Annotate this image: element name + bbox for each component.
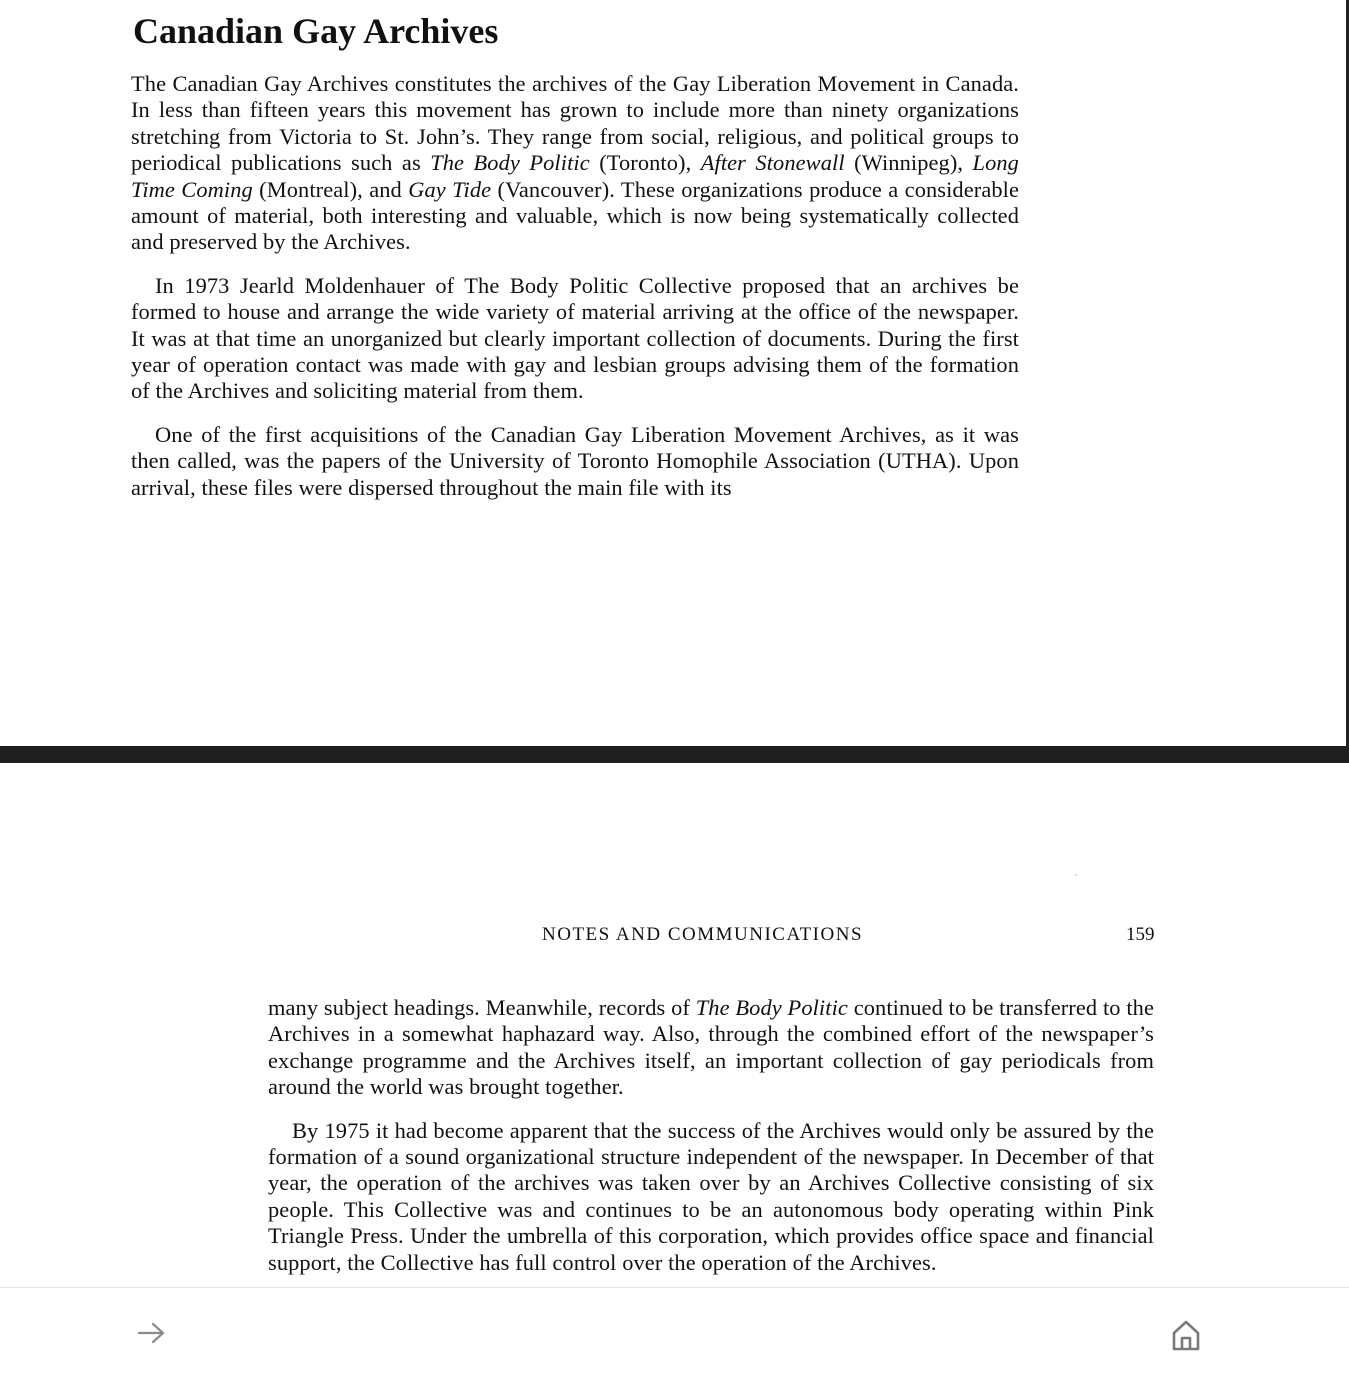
body-paragraph <box>268 995 1154 1101</box>
body-paragraph <box>268 1118 1154 1276</box>
body-paragraph <box>131 71 1019 256</box>
text-run: By 1975 it had become apparent that the success of the Archives would only be assured by the formation of a sound organizational structure independent of the newspaper. In December of that year, the operation of the archives was taken over by an Archives Collective consisting of six people. This Collective was and continues to be an autonomous body operating within Pink Triangle Press. Under the umbrella of this corporation, which provides office space and financial support, the Collective has full control over the operation of the Archives. <box>268 1117 1154 1275</box>
body-paragraph <box>131 273 1019 405</box>
top-page-body <box>131 71 1019 501</box>
text-run: many subject headings. Meanwhile, records of <box>268 995 696 1020</box>
publication-title: Gay Tide <box>408 176 492 202</box>
running-head: NOTES AND COMMUNICATIONS <box>542 924 864 945</box>
home-icon <box>1170 1318 1202 1352</box>
text-run: (Toronto), <box>589 150 701 176</box>
body-paragraph <box>131 422 1019 501</box>
next-page-button[interactable] <box>132 1313 172 1353</box>
publication-title: The Body Politic <box>430 150 590 176</box>
home-button[interactable] <box>1166 1315 1206 1355</box>
text-run: (Winnipeg), <box>844 150 973 176</box>
page-divider <box>0 746 1349 763</box>
text-run: In 1973 Jearld Moldenhauer of The Body Politic Collective proposed that an archives be formed to house and arrange the wide variety of material arriving at the office of the newspaper. It was at that time an unorganized but clearly important collection of documents. During the first year of operation contact was made with gay and lesbian groups advising them of the formation of the Archives and soliciting material from them. <box>131 272 1019 404</box>
text-run: The Canadian Gay Archives constitutes the archives of the Gay Liberation Movement in Canada. In less than fifteen years this movement has grown to include more than ninety organizations stretching from Victoria to St. John’s. They range from social, religious, and political groups to periodical publications such as <box>131 71 1019 176</box>
scan-speck <box>1075 874 1077 876</box>
publication-title: Long Time Coming <box>131 150 1019 202</box>
reader-toolbar <box>0 1287 1349 1378</box>
publication-title: The Body Politic <box>695 995 848 1020</box>
publication-title: After Stonewall <box>700 150 845 176</box>
text-run: One of the first acquisitions of the Canadian Gay Liberation Movement Archives, as it was then called, was the papers of the University of Toronto Homophile Association (UTHA). Upon arrival, these files were dispersed throughout the main file with its <box>131 421 1019 500</box>
page-number: 159 <box>1126 924 1155 945</box>
arrow-right-icon <box>137 1321 167 1345</box>
text-run: continued to be transferred to the Archives in a somewhat haphazard way. Also, through the combined effort of the newspaper’s exchange programme and the Archives itself, an important collection of gay periodicals from around the world was brought together. <box>268 995 1154 1100</box>
bottom-page-body <box>268 995 1154 1276</box>
text-run: (Vancouver). These organizations produce a considerable amount of material, both interesting and valuable, which is now being systematically collected and preserved by the Archives. <box>131 176 1020 255</box>
bottom-page <box>0 763 1349 1287</box>
text-run: (Montreal), and <box>252 176 409 202</box>
section-heading: Canadian Gay Archives <box>133 11 499 51</box>
